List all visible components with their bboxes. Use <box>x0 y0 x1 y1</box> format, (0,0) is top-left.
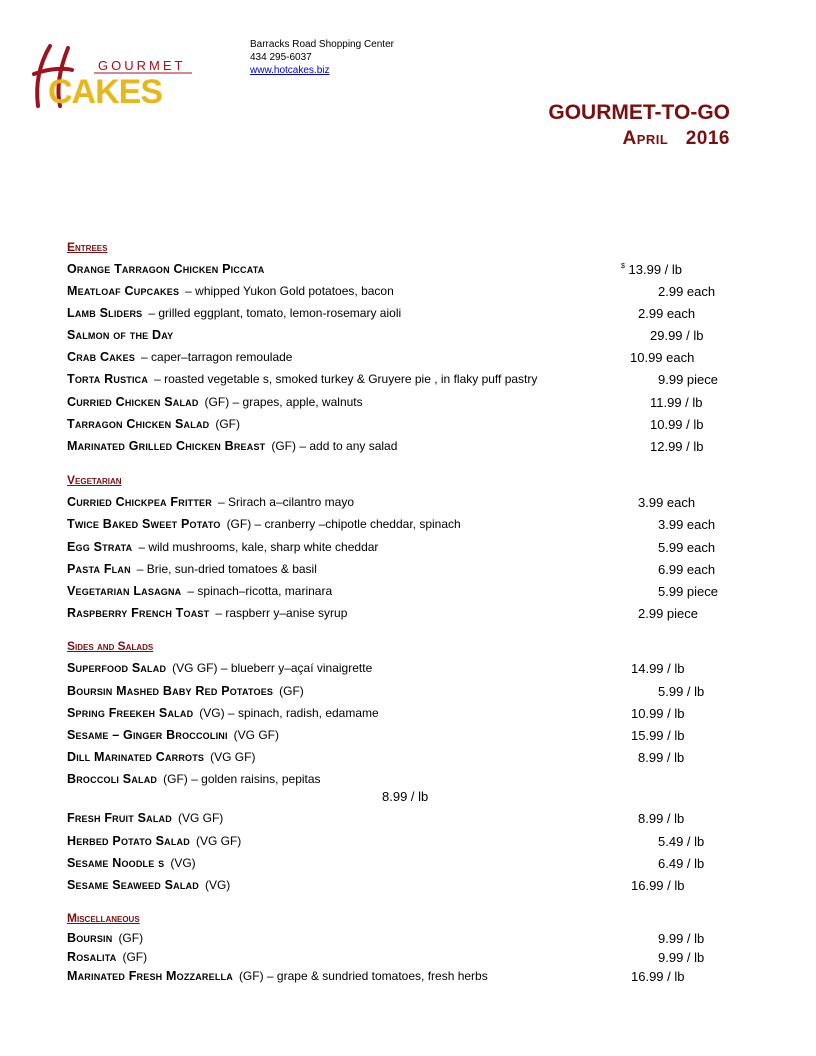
price-value: 11.99 / lb <box>650 395 703 410</box>
menu-item <box>67 834 767 852</box>
item-description: – caper–tarragon remoulade <box>141 350 293 364</box>
item-name: Superfood Salad <box>67 661 167 675</box>
item-name: Egg Strata <box>67 540 133 554</box>
item-price <box>658 584 718 599</box>
menu-item <box>67 750 767 768</box>
price-value: 16.99 / lb <box>631 878 685 893</box>
item-price <box>658 517 715 532</box>
title-year: 2016 <box>685 128 730 149</box>
item-price <box>650 417 704 432</box>
item-description: – wild mushrooms, kale, sharp white cheddar <box>138 540 379 554</box>
item-name: Boursin Mashed Baby Red Potatoes <box>67 684 274 698</box>
item-description: – raspberr y–anise syrup <box>215 606 348 620</box>
menu-item <box>67 856 767 874</box>
item-description: – Brie, sun-dried tomatoes & basil <box>136 562 317 576</box>
menu-item <box>67 684 767 702</box>
item-description: (VG GF) <box>177 811 224 825</box>
item-price <box>631 878 685 893</box>
item-description: (VG) – spinach, radish, edamame <box>199 706 379 720</box>
menu-item <box>67 372 767 390</box>
menu-item <box>67 284 767 302</box>
menu-item <box>67 811 767 829</box>
logo-gourmet-text: GOURMET <box>98 58 186 73</box>
price-value: 10.99 / lb <box>631 706 685 721</box>
price-value: 12.99 / lb <box>650 439 704 454</box>
item-price <box>382 789 428 804</box>
item-name: Sesame Seaweed Salad <box>67 878 199 892</box>
price-value: 5.99 / lb <box>658 684 705 699</box>
item-description: – whipped Yukon Gold potatoes, bacon <box>185 284 394 298</box>
item-description: – Srirach a–cilantro mayo <box>217 495 355 509</box>
item-description: (VG GF) – blueberr y–açaí vinaigrette <box>172 661 373 675</box>
item-price <box>658 856 704 871</box>
item-name: Rosalita <box>67 950 117 964</box>
menu-title <box>548 100 730 152</box>
title-main: GOURMET-TO-GO <box>548 101 730 124</box>
item-description: (GF) <box>215 417 240 431</box>
item-name: Meatloaf Cupcakes <box>67 284 180 298</box>
item-name: Dill Marinated Carrots <box>67 750 205 764</box>
price-value: 9.99 / lb <box>658 950 705 965</box>
menu-item <box>67 328 767 346</box>
item-description: (VG GF) <box>210 750 256 764</box>
menu-item <box>67 350 767 368</box>
item-price <box>658 684 704 699</box>
menu-item <box>67 262 767 280</box>
item-price <box>621 262 682 277</box>
price-value: 5.49 / lb <box>658 834 705 849</box>
menu-item <box>67 417 767 435</box>
item-name: Lamb Sliders <box>67 306 143 320</box>
item-name: Twice Baked Sweet Potato <box>67 517 221 531</box>
item-name: Sesame Noodle s <box>67 856 165 870</box>
menu-item <box>67 706 767 724</box>
item-name: Tarragon Chicken Salad <box>67 417 210 431</box>
store-info <box>250 38 394 77</box>
item-description: – grilled eggplant, tomato, lemon-rosemary aioli <box>148 306 402 320</box>
menu-item <box>67 950 767 968</box>
section-heading-entrees: Entrees <box>67 240 108 254</box>
item-price <box>658 950 704 965</box>
item-description: (GF) <box>279 684 304 698</box>
logo-graphic <box>20 38 196 110</box>
menu-item <box>67 517 767 535</box>
item-name: Vegetarian Lasagna <box>67 584 182 598</box>
item-description: (GF) – cranberry –chipotle cheddar, spinach <box>226 517 461 531</box>
item-description: (GF) – add to any salad <box>271 439 398 453</box>
price-value: 10.99 each <box>630 350 695 365</box>
menu-item <box>67 661 767 679</box>
menu-item <box>67 878 767 896</box>
price-value: 8.99 / lb <box>382 789 429 804</box>
menu-item <box>67 969 767 987</box>
item-description: (GF) – grape & sundried tomatoes, fresh herbs <box>238 969 488 983</box>
item-price <box>631 661 685 676</box>
item-name: Sesame – Ginger Broccolini <box>67 728 228 742</box>
menu-item <box>67 540 767 558</box>
item-description: (GF) – grapes, apple, walnuts <box>204 395 363 409</box>
website-link[interactable]: www.hotcakes.biz <box>250 65 330 76</box>
item-description: (GF) <box>122 950 148 964</box>
currency-symbol: $ <box>621 263 625 270</box>
price-value: 13.99 / lb <box>628 262 683 277</box>
svg-text:CAKES: CAKES <box>48 73 163 110</box>
item-name: Orange Tarragon Chicken Piccata <box>67 262 265 276</box>
menu-item <box>67 439 767 457</box>
item-price <box>638 750 684 765</box>
item-price <box>658 834 704 849</box>
item-description: – spinach–ricotta, marinara <box>187 584 333 598</box>
item-price <box>631 706 685 721</box>
price-value: 29.99 / lb <box>650 328 704 343</box>
price-value: 15.99 / lb <box>631 728 685 743</box>
price-value: 2.99 each <box>658 284 716 299</box>
item-price <box>630 350 694 365</box>
store-address: Barracks Road Shopping Center <box>250 39 394 50</box>
menu-item <box>67 395 767 413</box>
price-value: 2.99 each <box>638 306 696 321</box>
item-description: – roasted vegetable s, smoked turkey & Gruyere pie , in flaky puff pastry <box>154 372 538 386</box>
menu-item <box>67 931 767 949</box>
item-description: (GF) – golden raisins, pepitas <box>163 772 321 786</box>
item-description: (GF) <box>118 931 144 945</box>
price-value: 5.99 each <box>658 540 716 555</box>
item-price <box>658 284 715 299</box>
menu-item <box>67 606 767 624</box>
item-price <box>658 540 715 555</box>
price-value: 10.99 / lb <box>650 417 704 432</box>
item-price <box>638 811 684 826</box>
item-description: (VG) <box>204 878 231 892</box>
menu-item <box>67 562 767 580</box>
price-value: 9.99 piece <box>658 372 718 387</box>
item-price <box>638 606 698 621</box>
item-price <box>650 395 703 410</box>
item-price <box>658 372 718 387</box>
item-name: Boursin <box>67 931 113 945</box>
item-name: Salmon of the Day <box>67 328 174 342</box>
title-date <box>548 126 730 152</box>
menu-item <box>67 772 767 804</box>
price-value: 6.49 / lb <box>658 856 705 871</box>
item-name: Marinated Fresh Mozzarella <box>67 969 233 983</box>
hotcakes-logo <box>20 38 196 110</box>
item-price <box>631 728 685 743</box>
menu-item <box>67 584 767 602</box>
item-name: Curried Chickpea Fritter <box>67 495 212 509</box>
price-value: 9.99 / lb <box>658 931 705 946</box>
item-name: Marinated Grilled Chicken Breast <box>67 439 266 453</box>
price-value: 5.99 piece <box>658 584 718 599</box>
item-price <box>638 495 695 510</box>
item-price <box>650 328 704 343</box>
item-price <box>638 306 695 321</box>
price-value: 16.99 / lb <box>631 969 685 984</box>
item-name: Raspberry French Toast <box>67 606 210 620</box>
menu-item <box>67 306 767 324</box>
price-value: 8.99 / lb <box>638 750 685 765</box>
item-name: Torta Rustica <box>67 372 149 386</box>
section-heading-sides: Sides and Salads <box>67 639 154 653</box>
item-name: Curried Chicken Salad <box>67 395 199 409</box>
price-value: 2.99 piece <box>638 606 698 621</box>
menu-item <box>67 495 767 513</box>
item-price <box>658 562 715 577</box>
item-description: (VG GF) <box>233 728 279 742</box>
item-name: Broccoli Salad <box>67 772 158 786</box>
item-name: Spring Freekeh Salad <box>67 706 194 720</box>
price-value: 14.99 / lb <box>631 661 685 676</box>
price-value: 3.99 each <box>658 517 716 532</box>
price-value: 3.99 each <box>638 495 696 510</box>
item-description: (VG GF) <box>195 834 242 848</box>
title-month: April <box>622 128 669 149</box>
item-price <box>650 439 704 454</box>
menu-item <box>67 728 767 746</box>
item-name: Fresh Fruit Salad <box>67 811 172 825</box>
price-value: 8.99 / lb <box>638 811 685 826</box>
section-heading-misc: Miscellaneous <box>67 911 140 925</box>
store-phone: 434 295-6037 <box>250 52 312 63</box>
item-name: Crab Cakes <box>67 350 136 364</box>
item-name: Herbed Potato Salad <box>67 834 190 848</box>
item-price <box>658 931 704 946</box>
item-name: Pasta Flan <box>67 562 131 576</box>
section-heading-vegetarian: Vegetarian <box>67 473 122 487</box>
item-price <box>631 969 685 984</box>
price-value: 6.99 each <box>658 562 716 577</box>
item-description: (VG) <box>170 856 196 870</box>
